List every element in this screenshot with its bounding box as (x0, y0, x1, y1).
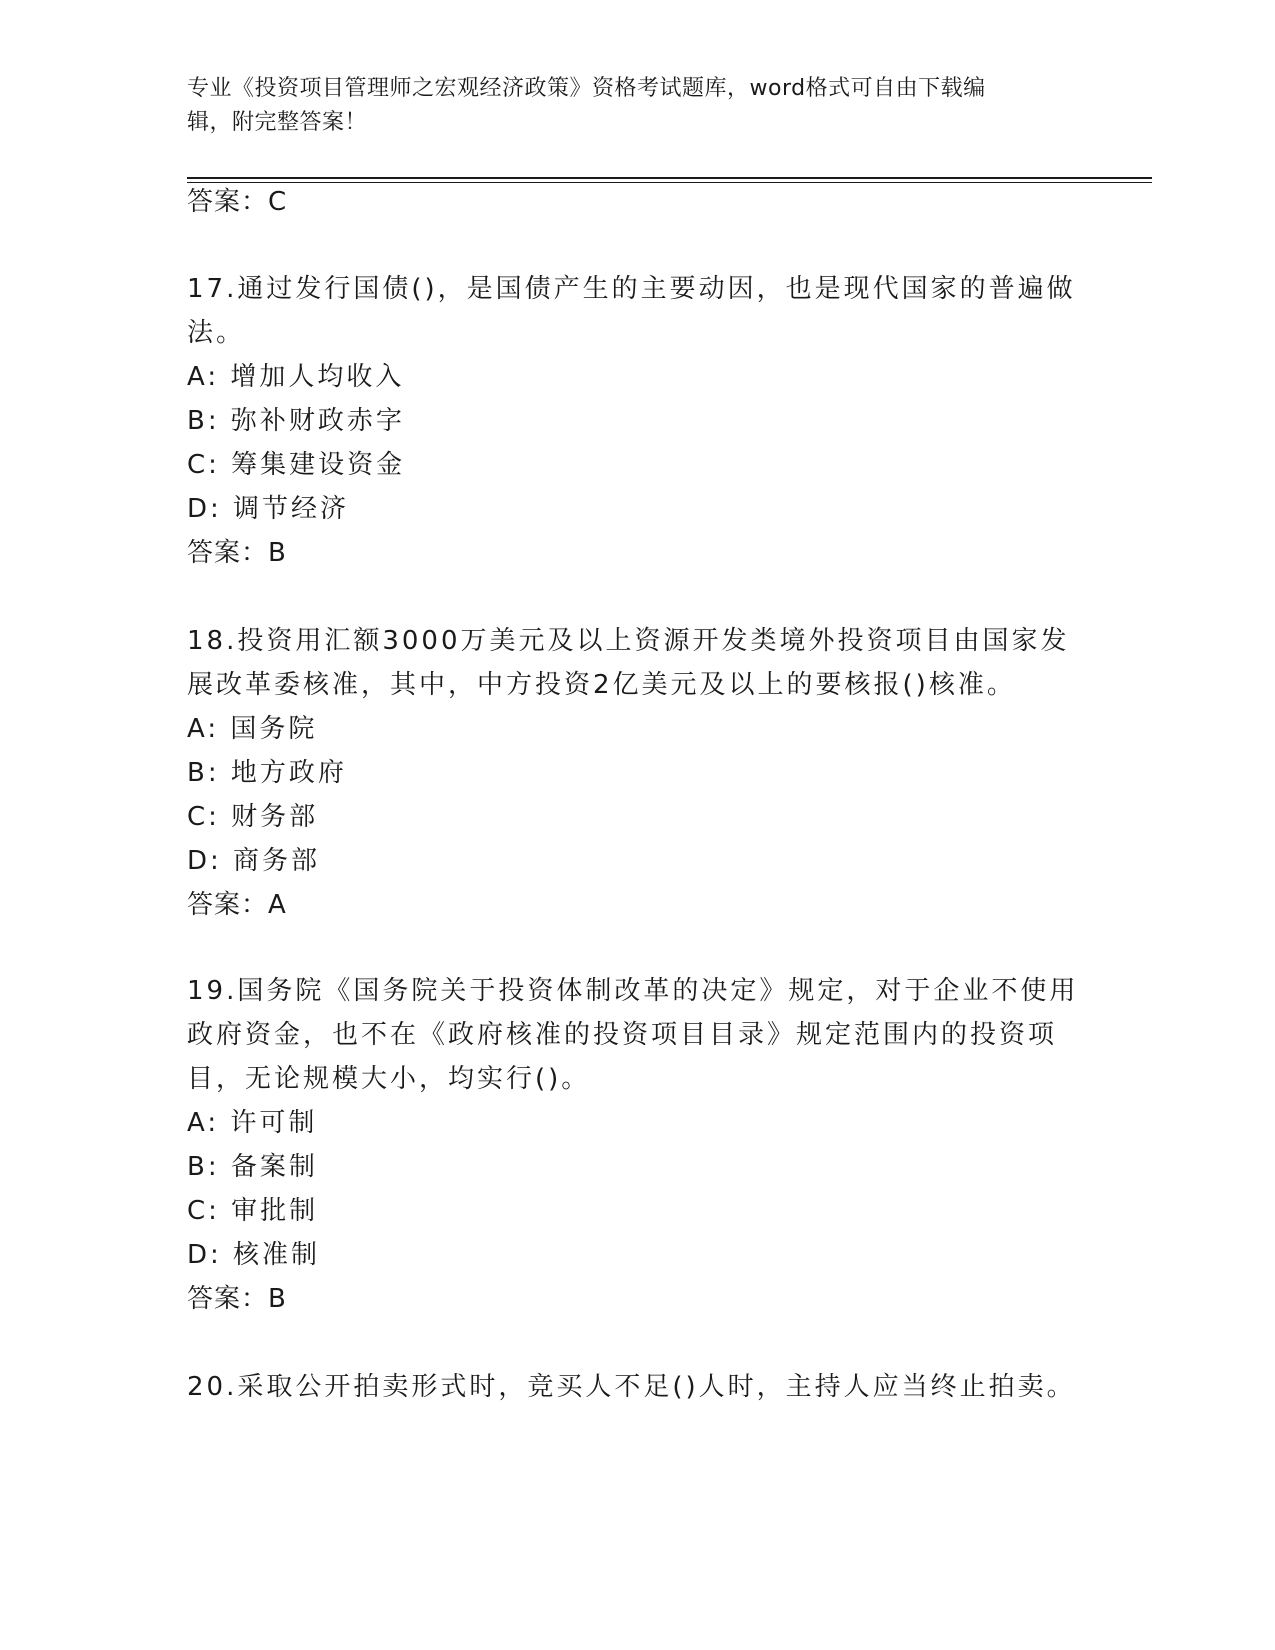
q18-option-d: D: 商务部 (187, 846, 321, 876)
q18-text-line-1: 18.投资用汇额3000万美元及以上资源开发类境外投资项目由国家发 (187, 626, 1070, 656)
q17-option-c: C: 筹集建设资金 (187, 450, 406, 480)
q17-answer: 答案：B (187, 538, 287, 568)
q17-text-line-1: 17.通过发行国债()，是国债产生的主要动因，也是现代国家的普遍做 (187, 274, 1076, 304)
q19-answer: 答案：B (187, 1284, 287, 1314)
q18-answer: 答案：A (187, 890, 287, 920)
q19-text-line-3: 目，无论规模大小，均实行()。 (187, 1064, 591, 1094)
q17-text-line-2: 法。 (187, 318, 246, 348)
q19-text-line-1: 19.国务院《国务院关于投资体制改革的决定》规定，对于企业不使用 (187, 976, 1079, 1006)
document-header (187, 72, 1067, 140)
q17-option-b: B: 弥补财政赤字 (187, 406, 405, 436)
header-divider-thick (187, 177, 1152, 179)
q18-option-a: A: 国务院 (187, 714, 318, 744)
q19-option-b: B: 备案制 (187, 1152, 318, 1182)
q19-option-a: A: 许可制 (187, 1108, 318, 1138)
header-line-1: 专业《投资项目管理师之宏观经济政策》资格考试题库，word格式可自由下载编 (187, 76, 986, 101)
header-line-2: 辑，附完整答案！ (187, 110, 368, 135)
q20-text-line-1: 20.采取公开拍卖形式时，竞买人不足()人时，主持人应当终止拍卖。 (187, 1372, 1076, 1402)
header-divider-thin (187, 182, 1152, 183)
q19-text-line-2: 政府资金，也不在《政府核准的投资项目目录》规定范围内的投资项 (187, 1020, 1058, 1050)
q18-text-line-2: 展改革委核准，其中，中方投资2亿美元及以上的要核报()核准。 (187, 670, 1016, 700)
q17-option-d: D: 调节经济 (187, 494, 350, 524)
q19-option-d: D: 核准制 (187, 1240, 321, 1270)
q18-option-b: B: 地方政府 (187, 758, 347, 788)
q19-option-c: C: 审批制 (187, 1196, 319, 1226)
q18-option-c: C: 财务部 (187, 802, 319, 832)
answer-16: 答案：C (187, 187, 288, 217)
q17-option-a: A: 增加人均收入 (187, 362, 405, 392)
